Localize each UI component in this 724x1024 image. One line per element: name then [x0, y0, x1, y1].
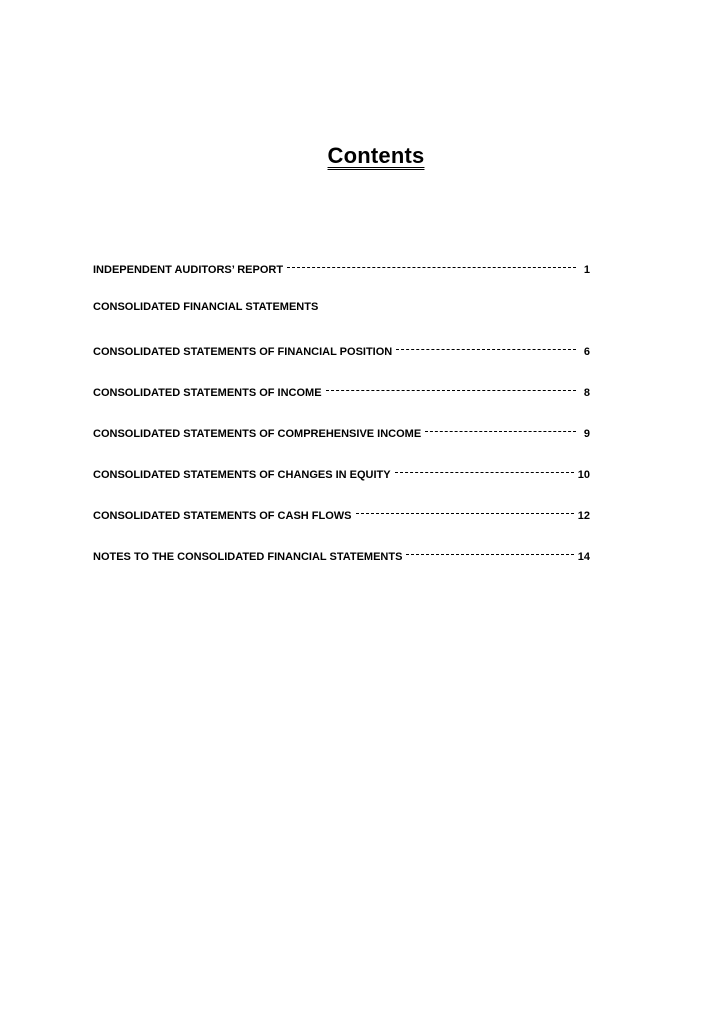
toc-entry-changes-in-equity[interactable] [93, 464, 590, 481]
toc-page-number: 9 [583, 428, 590, 440]
toc-dot-leader [406, 546, 573, 560]
toc-entry-label: CONSOLIDATED STATEMENTS OF FINANCIAL POSITION [93, 346, 393, 358]
toc-page-number: 6 [583, 346, 590, 358]
toc-dot-leader [287, 259, 576, 273]
toc-dot-leader [356, 505, 574, 519]
toc-entry-financial-position[interactable] [93, 341, 590, 358]
toc-dot-leader [395, 464, 574, 478]
toc-entry-label: CONSOLIDATED STATEMENTS OF CASH FLOWS [93, 510, 352, 522]
toc-page-number: 1 [583, 264, 590, 276]
toc-entry-label: NOTES TO THE CONSOLIDATED FINANCIAL STATEMENTS [93, 551, 403, 563]
toc-entry-label: CONSOLIDATED STATEMENTS OF CHANGES IN EQUITY [93, 469, 391, 481]
toc-page-number: 8 [583, 387, 590, 399]
table-of-contents [93, 259, 590, 587]
toc-section-heading-financial-statements[interactable] [93, 300, 590, 314]
toc-entry-comprehensive-income[interactable] [93, 423, 590, 440]
toc-entry-independent-auditors-report[interactable] [93, 259, 590, 276]
toc-entry-income[interactable] [93, 382, 590, 399]
page-title: Contents [327, 143, 425, 168]
toc-entry-label: CONSOLIDATED FINANCIAL STATEMENTS [93, 301, 319, 313]
toc-entry-cash-flows[interactable] [93, 505, 590, 522]
toc-page-number: 14 [577, 551, 590, 563]
toc-entry-label: INDEPENDENT AUDITORS’ REPORT [93, 264, 284, 276]
toc-entry-label: CONSOLIDATED STATEMENTS OF COMPREHENSIVE INCOME [93, 428, 422, 440]
toc-entry-notes[interactable] [93, 546, 590, 563]
toc-dot-leader [326, 382, 576, 396]
toc-entry-label: CONSOLIDATED STATEMENTS OF INCOME [93, 387, 322, 399]
toc-page-number: 12 [577, 510, 590, 522]
toc-page-number: 10 [577, 469, 590, 481]
toc-dot-leader [425, 423, 576, 437]
toc-dot-leader [396, 341, 576, 355]
